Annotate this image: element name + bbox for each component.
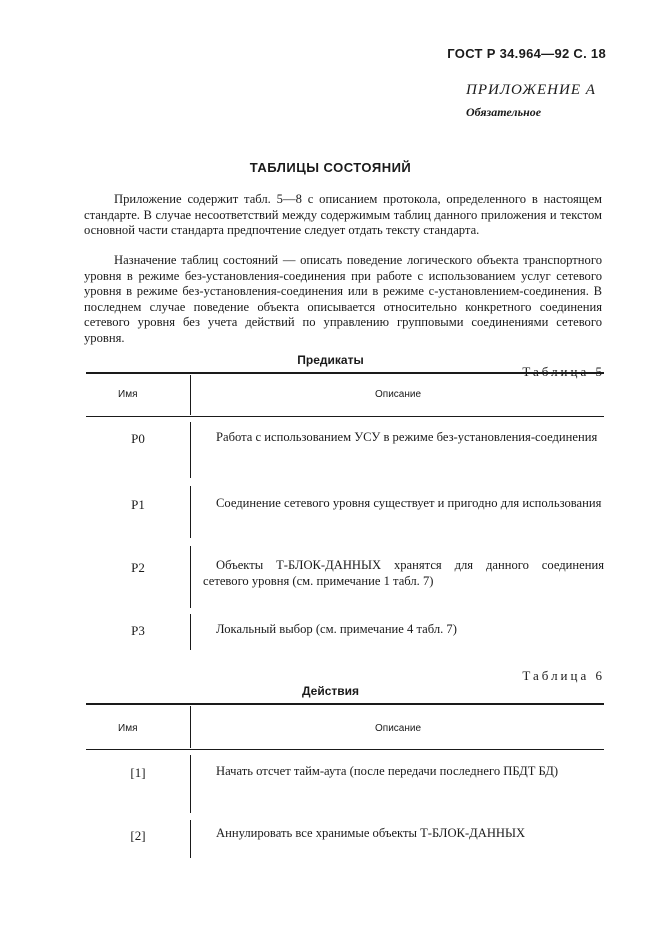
table5-title: Предикаты [297,353,364,367]
table6-header-rule [86,749,604,750]
section-title: ТАБЛИЦЫ СОСТОЯНИЙ [249,160,412,175]
table6-top-rule [86,703,604,705]
table6-title: Действия [301,684,360,698]
appendix-title: ПРИЛОЖЕНИЕ А [466,82,596,98]
table5-row-desc: Соединение сетевого уровня существует и пригодно для использования [216,496,602,510]
table5-top-rule [86,372,604,374]
table6-col-name-header: Имя [118,723,138,734]
table6-row-desc: Аннулировать все хранимые объекты Т-БЛОК-ДАННЫХ [216,826,526,840]
table5-row-name: P3 [131,623,145,638]
table5-row-desc: Объекты Т-БЛОК-ДАННЫХ хранятся для данного соединения сетевого уровня (см. примечание 1 табл. 7) [203,558,604,588]
table6-row-divider [190,755,191,813]
table5-row-name: P2 [131,560,145,575]
table6-row-name: [1] [130,765,146,780]
table6-row-desc: Начать отсчет тайм-аута (после передачи последнего ПБДТ БД) [216,764,559,778]
table5-row-desc: Работа с использованием УСУ в режиме без-установления-соединения [216,430,598,444]
table6-header-divider [190,706,191,748]
table5-caption: Таблица 5 [522,364,605,379]
table6-caption: Таблица 6 [522,668,605,683]
table5-col-name-header: Имя [118,389,138,400]
table6-col-desc-header: Описание [375,723,422,734]
appendix-status: Обязательное [466,105,542,119]
table5-row-divider [190,486,191,538]
table5-row-name: P0 [131,431,145,446]
table5-col-desc-header: Описание [375,389,422,400]
table5-row-name: P1 [131,497,145,512]
table5-row-desc: Локальный выбор (см. примечание 4 табл. 7) [216,622,457,636]
paragraph-purpose: Назначение таблиц состояний — описать поведение логического объекта транспортного уровня в режиме без-установления-соединения при работе с использованием услуг сетевого уровня в режиме без-установления-соединения или в режиме с-установлением-соединения. В последнем случае поведение объекта описывается относительно конкретного соединения сетевого уровня без учета действий по управлению групповыми соединениями сетевого уровня. [84,253,602,345]
table6-row-divider [190,820,191,858]
table5-row-divider [190,614,191,650]
table5-row-divider [190,422,191,478]
page-header: ГОСТ Р 34.964—92 С. 18 [447,46,606,61]
paragraph-intro: Приложение содержит табл. 5—8 с описанием протокола, определенного в настоящем стандарте. В случае несоответствий между содержимым таблиц данного приложения и текстом основной части стандарта предпочтение следует отдать тексту стандарта. [84,192,602,237]
table5-header-rule [86,416,604,417]
table5-header-divider [190,375,191,415]
table6-row-name: [2] [130,828,146,843]
table5-row-divider [190,546,191,608]
